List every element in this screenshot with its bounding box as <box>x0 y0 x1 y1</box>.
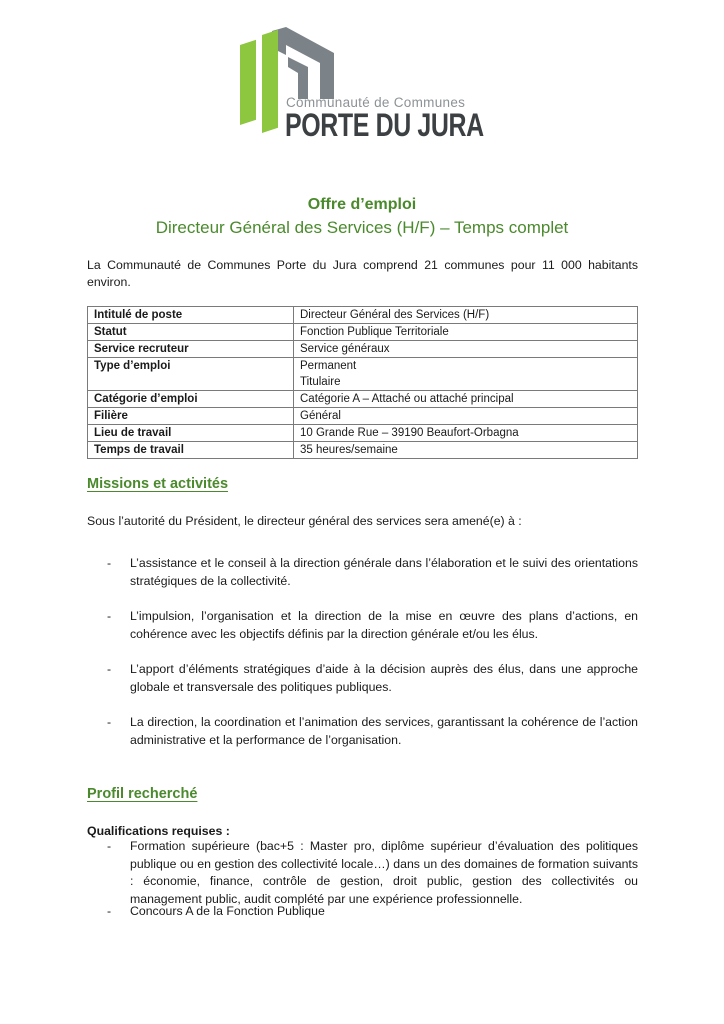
info-value-line: Général <box>300 410 341 422</box>
logo-green-bar-right <box>262 30 278 133</box>
logo-green-bar-left <box>240 40 256 125</box>
info-value-line: Fonction Publique Territoriale <box>300 326 449 338</box>
info-value <box>294 408 638 425</box>
info-value <box>294 425 638 442</box>
info-value <box>294 391 638 408</box>
info-value <box>294 358 638 391</box>
info-table-row <box>88 341 638 358</box>
mission-item-text: L’impulsion, l’organisation et la direction de la mise en œuvre des plans d’actions, en cohérence avec les objectifs définis par la direction générale et/ou les élus. <box>130 609 638 641</box>
info-value-line: Directeur Général des Services (H/F) <box>300 309 490 321</box>
info-value-line: 10 Grande Rue – 39190 Beaufort-Orbagna <box>300 427 519 439</box>
info-table-row <box>88 425 638 442</box>
logo-name: PORTE DU JURA <box>285 107 484 143</box>
mission-item-text: L’apport d’éléments stratégiques d’aide à la décision auprès des élus, dans une approche globale et transversale des politiques publiques. <box>130 662 638 694</box>
bullet-dash: - <box>107 609 112 623</box>
bullet-dash: - <box>107 904 112 918</box>
profil-heading: Profil recherché <box>87 786 198 802</box>
info-value-line: Service généraux <box>300 343 390 355</box>
bullet-dash: - <box>107 839 112 853</box>
bullet-dash: - <box>107 715 112 729</box>
job-title: Directeur Général des Services (H/F) – Temps complet <box>155 218 569 237</box>
info-value-line: Titulaire <box>300 376 341 388</box>
info-value <box>294 307 638 324</box>
info-table-row <box>88 391 638 408</box>
mission-item-text: L’assistance et le conseil à la direction générale dans l’élaboration et le suivi des orientations stratégiques de la collectivité. <box>130 556 638 588</box>
info-label: Filière <box>88 408 294 425</box>
info-table-row <box>88 324 638 341</box>
bullet-dash: - <box>107 662 112 676</box>
missions-intro: Sous l’autorité du Président, le directeur général des services sera amené(e) à : <box>87 514 522 528</box>
intro-paragraph: La Communauté de Communes Porte du Jura comprend 21 communes pour 11 000 habitants environ. <box>87 258 638 289</box>
info-label: Catégorie d’emploi <box>88 391 294 408</box>
info-label: Statut <box>88 324 294 341</box>
info-value-line: Catégorie A – Attaché ou attaché principal <box>300 393 514 405</box>
info-value <box>294 442 638 459</box>
qualifications-label: Qualifications requises : <box>87 824 230 838</box>
info-label: Service recruteur <box>88 341 294 358</box>
qualification-item-text: Formation supérieure (bac+5 : Master pro, diplôme supérieur d’évaluation des politiques publique ou en gestion des collectivité locale…) dans un des domaines de formation suivants : économie, finance, contrôle de gestion, droit public, gestion des collectivités ou management public, audit complété par une expérience professionnelle. <box>130 839 638 906</box>
info-label: Intitulé de poste <box>88 307 294 324</box>
bullet-dash: - <box>107 556 112 570</box>
info-table-row <box>88 307 638 324</box>
qualification-item-text: Concours A de la Fonction Publique <box>130 904 325 918</box>
logo <box>238 27 488 143</box>
mission-item-text: La direction, la coordination et l’animation des services, garantissant la cohérence de l’action administrative et la performance de l’organisation. <box>130 715 638 747</box>
info-table-row <box>88 408 638 425</box>
info-label: Temps de travail <box>88 442 294 459</box>
info-value <box>294 341 638 358</box>
info-value <box>294 324 638 341</box>
missions-heading: Missions et activités <box>87 476 229 492</box>
page-title: Offre d’emploi <box>307 196 417 213</box>
info-value-line: 35 heures/semaine <box>300 444 398 456</box>
info-table-row <box>88 358 638 391</box>
info-label: Type d’emploi <box>88 358 294 391</box>
job-info-table <box>87 306 638 459</box>
info-value-line: Permanent <box>300 360 357 372</box>
logo-subtitle: Communauté de Communes <box>286 95 466 110</box>
info-table-row <box>88 442 638 459</box>
info-label: Lieu de travail <box>88 425 294 442</box>
